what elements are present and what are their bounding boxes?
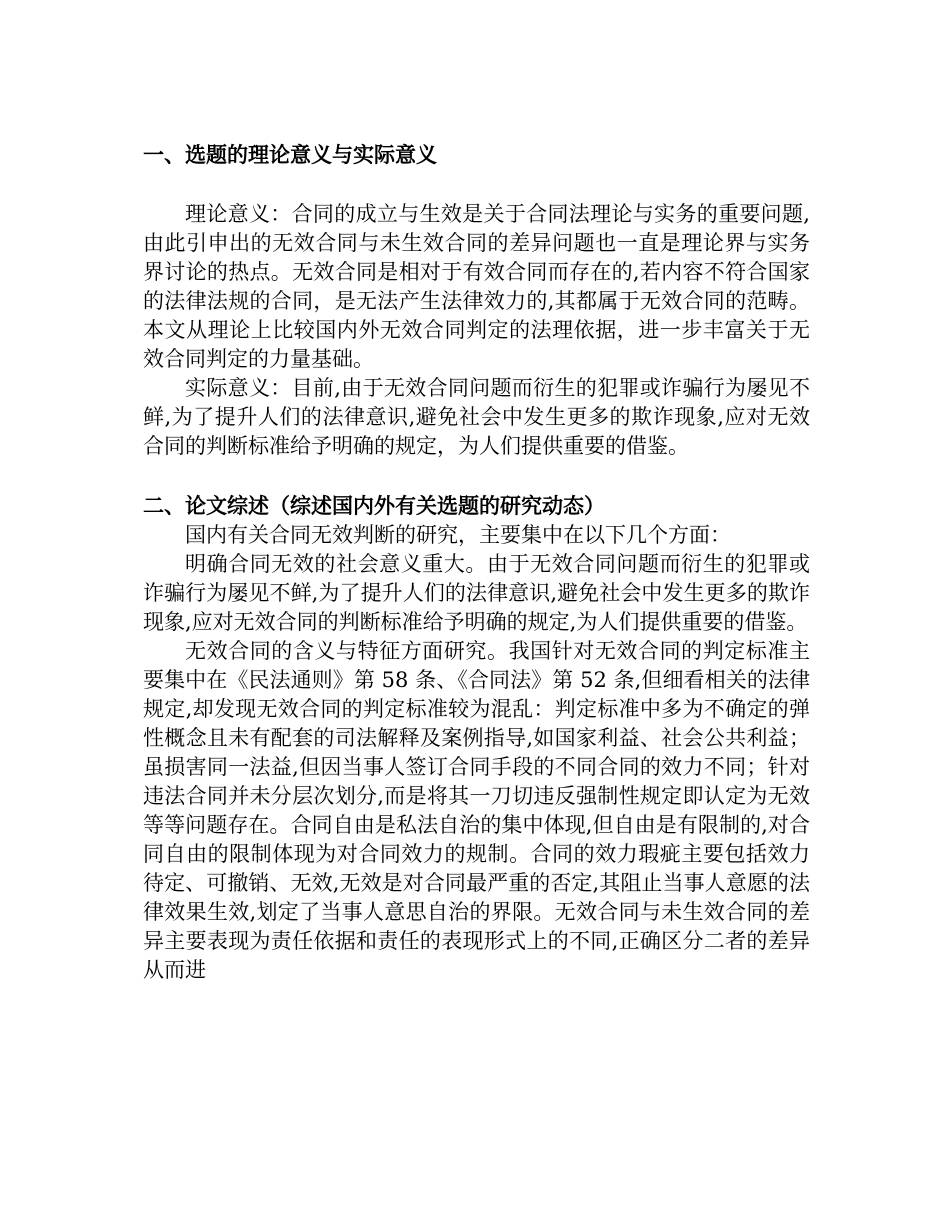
paragraph-social-significance: 明确合同无效的社会意义重大。由于无效合同问题而衍生的犯罪或诈骗行为屡见不鲜,为了提升人们的法律意识,避免社会中发生更多的欺诈现象,应对无效合同的判断标准给予明确的规定,为人们提供重要的借鉴。 <box>143 552 810 634</box>
paragraph-practical-significance: 实际意义：目前,由于无效合同问题而衍生的犯罪或诈骗行为屡见不鲜,为了提升人们的法律意识,避免社会中发生更多的欺诈现象,应对无效合同的判断标准给予明确的规定，为人们提供重要的借鉴。 <box>143 376 810 458</box>
section-1-heading: 一、选题的理论意义与实际意义 <box>143 143 437 167</box>
paragraph-definition-features: 无效合同的含义与特征方面研究。我国针对无效合同的判定标准主要集中在《民法通则》第 58 条、《合同法》第 52 条,但细看相关的法律规定,却发现无效合同的判定标准较为混乱：判定标准中多为不确定的弹性概念且未有配套的司法解释及案例指导,如国家利益、社会公共利益；虽损害同一法益,但因当事人签订合同手段的不同合同的效力不同；针对违法合同并未分层次划分,而是将其一刀切违反强制性规定即认定为无效等等问题存在。合同自由是私法自治的集中体现,但自由是有限制的,对合同自由的限制体现为对合同效力的规制。合同的效力瑕疵主要包括效力待定、可撤销、无效,无效是对合同最严重的否定,其阻止当事人意愿的法律效果生效,划定了当事人意思自治的界限。无效合同与未生效合同的差异主要表现为责任依据和责任的表现形式上的不同,正确区分二者的差异从而进 <box>143 639 810 982</box>
section-2-heading: 二、论文综述（综述国内外有关选题的研究动态） <box>143 494 605 518</box>
paragraph-theoretical-significance: 理论意义：合同的成立与生效是关于合同法理论与实务的重要问题,由此引申出的无效合同与未生效合同的差异问题也一直是理论界与实务界讨论的热点。无效合同是相对于有效合同而存在的,若内容不符合国家的法律法规的合同，是无法产生法律效力的,其都属于无效合同的范畴。本文从理论上比较国内外无效合同判定的法理依据，进一步丰富关于无效合同判定的力量基础。 <box>143 202 810 371</box>
paragraph-domestic-research-intro: 国内有关合同无效判断的研究，主要集中在以下几个方面： <box>185 523 731 547</box>
document-page <box>143 140 810 985</box>
